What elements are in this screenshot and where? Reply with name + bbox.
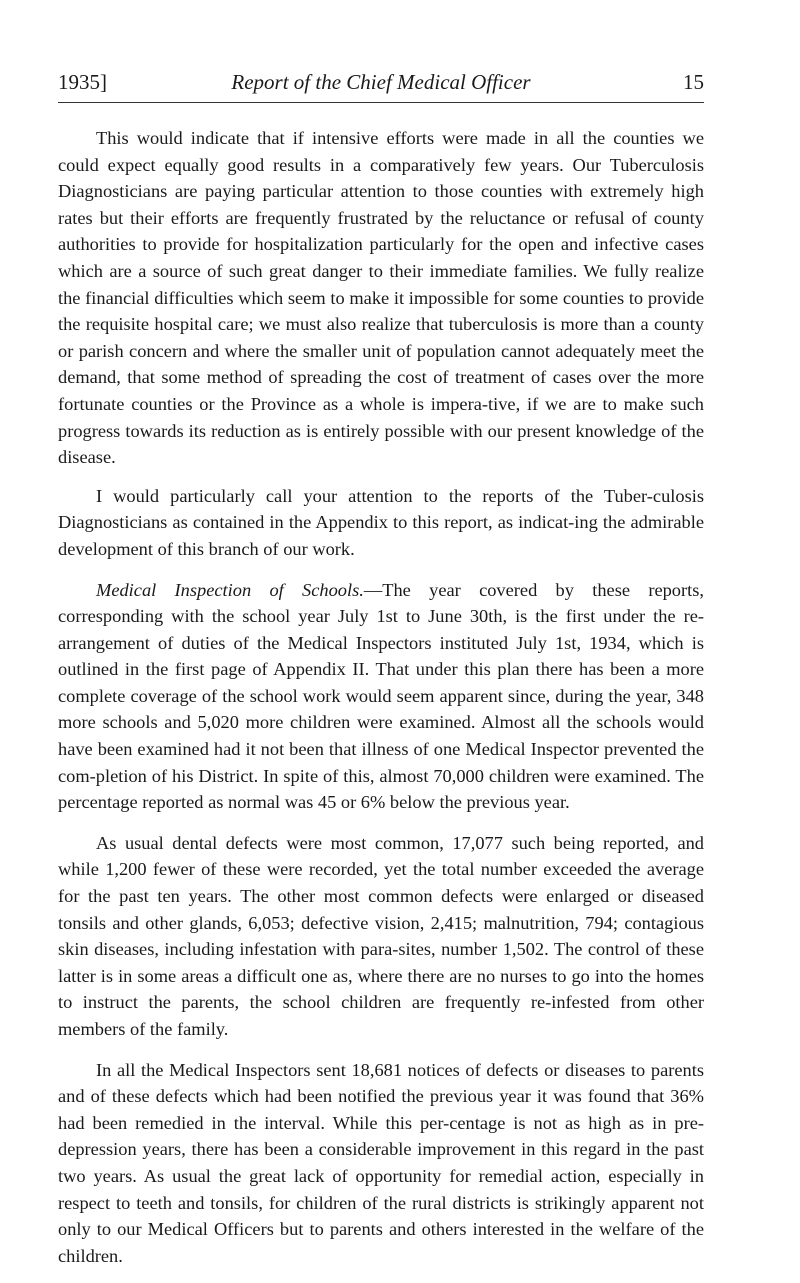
paragraph-4-text: As usual dental defects were most common, 17,077 such being reported, and while 1,200 fewer of these were recorded, yet the total number exceeded the average for the past ten years. The other most common defects were enlarged or diseased tonsils and other glands, 6,053; defective vision, 2,415; malnutrition, 794; contagious skin diseases, including infestation with para-sites, number 1,502. The control of these latter is in some areas a difficult one as, where there are no nurses to go into the homes to instruct the parents, the school children are frequently re-infested from other members of the family. — [58, 832, 704, 1039]
paragraph-1-text: This would indicate that if intensive efforts were made in all the counties we could expect equally good results in a comparatively few years. Our Tuberculosis Diagnosticians are paying particular attention to those counties with extremely high rates but their efforts are frequently frustrated by the reluctance or refusal of county authorities to provide for hospitalization particularly for the open and infective cases which are a source of such great danger to their immediate families. We fully realize the financial difficulties which seem to make it impossible for some counties to provide the requisite hospital care; we must also realize that tuberculosis is more than a county or parish concern and where the smaller unit of population cannot adequately meet the demand, that some method of spreading the cost of treatment of cases over the more fortunate counties or the Province as a whole is impera-tive, if we are to make such progress towards its reduction as is entirely possible with our present knowledge of the disease. — [58, 128, 704, 468]
running-header — [58, 66, 704, 98]
header-rule — [58, 102, 704, 103]
header-year: 1935] — [58, 70, 107, 94]
page-number: 15 — [683, 70, 704, 94]
body-text — [58, 125, 704, 1269]
paragraph-1 — [58, 125, 704, 471]
paragraph-3 — [58, 577, 704, 816]
paragraph-5-text: In all the Medical Inspectors sent 18,681 notices of defects or diseases to parents and of these defects which had been notified the previous year it was found that 36% had been remedied in the interval. While this per-centage is not as high as in pre-depression years, there has been a considerable improvement in this regard in the past two years. As usual the great lack of opportunity for remedial action, especially in respect to teeth and tonsils, for children of the rural districts is strikingly apparent not only to our Medical Officers but to parents and others interested in the welfare of the children. — [58, 1059, 704, 1266]
document-page — [58, 66, 704, 1283]
paragraph-2 — [58, 483, 704, 563]
header-title: Report of the Chief Medical Officer — [231, 70, 531, 94]
paragraph-5 — [58, 1057, 704, 1270]
section-heading: Medical Inspection of Schools. — [96, 579, 364, 600]
paragraph-3-text: —The year covered by these reports, corresponding with the school year July 1st to June 30th, is the first under the re-arrangement of duties of the Medical Inspectors instituted July 1st, 1934, which is outlined in the first page of Appendix II. That under this plan there has been a more complete coverage of the school work would seem apparent since, during the year, 348 more schools and 5,020 more children were examined. Almost all the schools would have been examined had it not been that illness of one Medical Inspector prevented the com-pletion of his District. In spite of this, almost 70,000 children were examined. The percentage reported as normal was 45 or 6% below the previous year. — [58, 579, 704, 813]
paragraph-4 — [58, 830, 704, 1043]
paragraph-2-text: I would particularly call your attention to the reports of the Tuber-culosis Diagnosticians as contained in the Appendix to this report, as indicat-ing the admirable development of this branch of our work. — [58, 485, 704, 559]
